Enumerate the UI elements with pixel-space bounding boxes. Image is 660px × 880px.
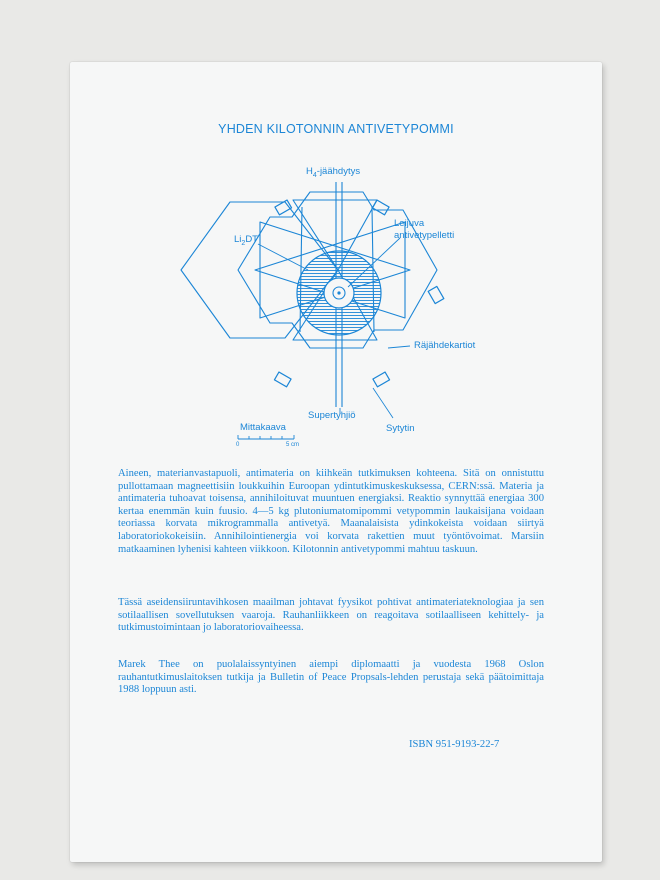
scale-zero: 0: [236, 442, 240, 448]
back-cover-page: [70, 62, 602, 862]
label-igniter: Sytytin: [386, 423, 415, 434]
paragraph-author: Marek Thee on puolalaissyntyinen aiempi diplomaatti ja vuodesta 1968 Oslon rauhantutkimuslaitoksen tutkija ja Bulletin of Peace Propsals-lehden perustaja sekä päätoimittaja 1988 loppuun asti.: [118, 659, 544, 696]
paragraph-intro: Aineen, materianvastapuoli, antimateria on kiihkeän tutkimuksen kohteena. Sitä on onnistuttu pullottamaan magneettisiin loukkuihin Euroopan ydintutkimuskeskuksessa, CERN:ssä. Materia ja antimateria tuhoavat toisensa, annihiloituvat muuntuen energiaksi. Reaktio synnyttää energiaa 300 kertaa enemmän kuin fuusio. 4—5 kg plutoniumatomipommi vetypommin laukaisijana voidaan teoriassa korvata mikrogrammalla antivetyä. Maanalaisista ydinkokeista voidaan siirtyä laboratoriokokeisiin. Annihilointienergia voi korvata rakettien muut työntövoimat. Marsiin matkaaminen lyhenisi kahteen viikkoon. Kilotonnin antivetypommi mahtuu taskuun.: [118, 468, 544, 555]
lithium-deuteride-tritide-sphere: [297, 251, 381, 335]
scale-five-cm: 5 cm: [286, 442, 300, 448]
antihydrogen-bomb-diagram: [70, 62, 602, 462]
scale-bar: [238, 435, 294, 439]
label-levitated-pellet: Leijuva antivetypelletti: [394, 218, 455, 241]
label-li2dt: $Li_2DT$: [234, 234, 258, 247]
isbn: ISBN 951-9193-22-7: [409, 739, 500, 750]
label-explosive-cones: Räjähdekartiot: [414, 340, 476, 351]
label-scale: Mittakaava: [240, 422, 286, 433]
paragraph-booklet: Tässä aseidensiiruntavihkosen maailman johtavat fyysikot pohtivat antimateriateknologiaa ja sen sotilaallisen sovellutuksen vaaroja. Rauhanliikkeen on reagoitava sotilaalliseen kehittely- ja tutkimustoimintaan jo laboratoriovaiheessa.: [118, 597, 544, 634]
page-title: YHDEN KILOTONNIN ANTIVETYPOMMI: [218, 122, 454, 136]
label-supervacuum: Supertyhjiö: [308, 410, 356, 421]
label-cooling: $H_4$-jäähdytys: [306, 166, 361, 179]
